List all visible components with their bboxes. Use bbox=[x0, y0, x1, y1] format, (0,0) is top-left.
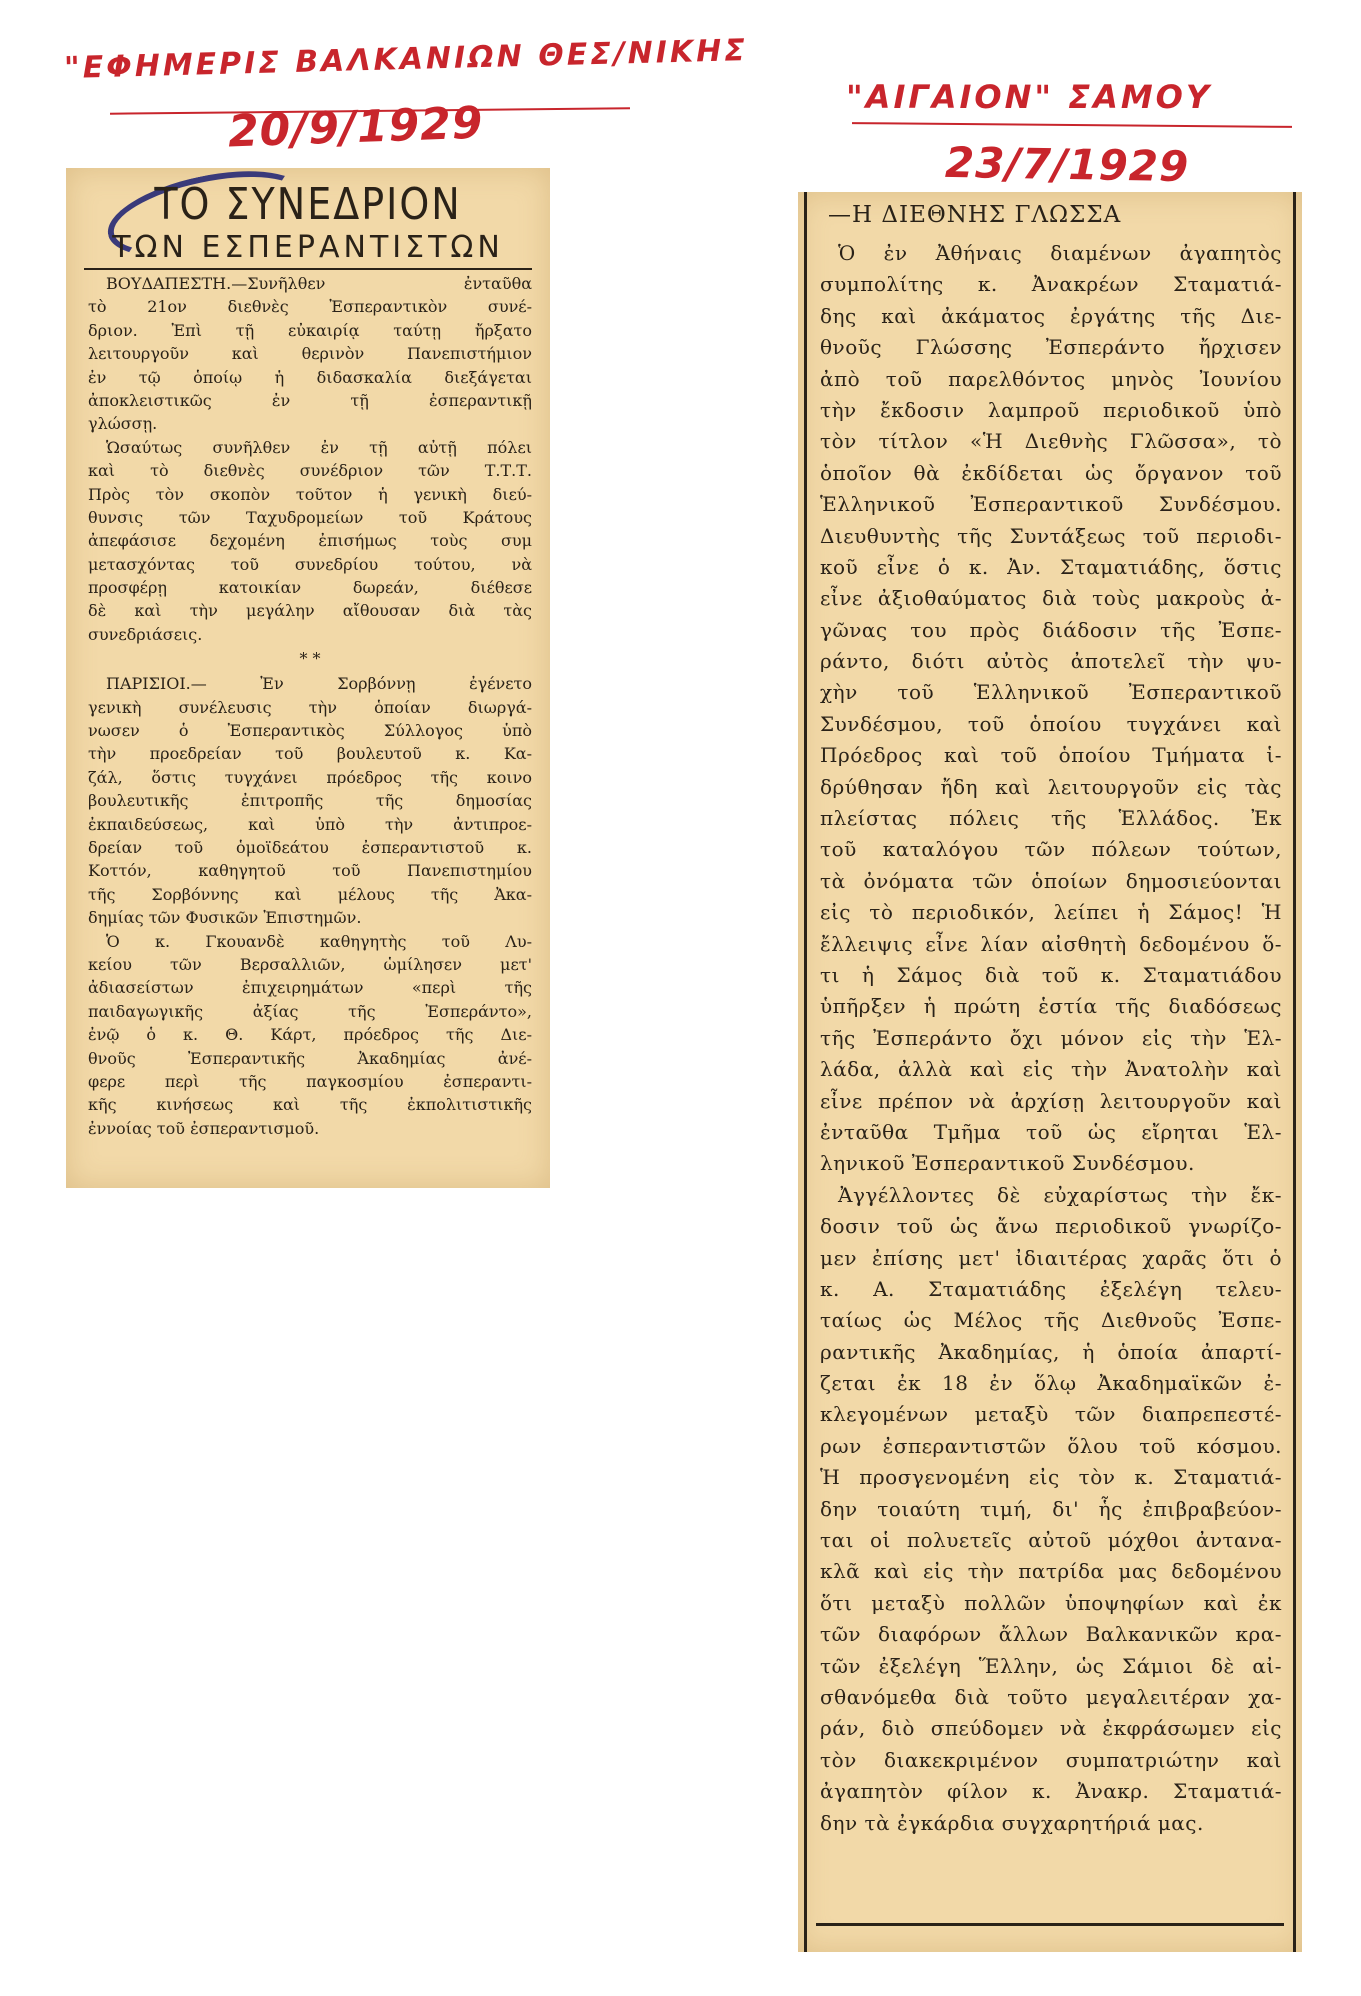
text-line: προσφέρῃ κατοικίαν δωρεάν, διέθεσε bbox=[88, 578, 532, 598]
left-newspaper-clipping bbox=[66, 168, 550, 1188]
text-line: τὴν ἔκδοσιν λαμπροῦ περιοδικοῦ ὑπὸ bbox=[820, 397, 1282, 422]
text-line: τὸν διακεκριμένον συμπατριώτην καὶ bbox=[820, 1747, 1282, 1772]
text-line: κῆς κινήσεως καὶ τῆς ἐκπολιτιστικῆς bbox=[88, 1095, 532, 1115]
text-line: χὴν τοῦ Ἑλληνικοῦ Ἐσπεραντικοῦ bbox=[820, 680, 1282, 705]
text-line: σθανόμεθα διὰ τοῦτο μεγαλειτέραν χα- bbox=[820, 1684, 1282, 1709]
text-line: Κοττόν, καθηγητοῦ τοῦ Πανεπιστημίου bbox=[88, 861, 532, 881]
text-line: Ἑλληνικοῦ Ἐσπεραντικοῦ Συνδέσμου. bbox=[820, 492, 1282, 517]
text-line: ὁποῖον θὰ ἐκδίδεται ὡς ὄργανον τοῦ bbox=[820, 460, 1282, 485]
text-line: συνεδριάσεις. bbox=[88, 624, 203, 644]
text-line: Ὁ ἐν Ἀθήναις διαμένων ἀγαπητὸς bbox=[838, 241, 1282, 265]
paragraph-announcement bbox=[820, 238, 1282, 1180]
text-line: ἐν τῷ ὁποίῳ ἡ διδασκαλία διεξάγεται bbox=[88, 367, 532, 387]
text-line: ληνικοῦ Ἐσπεραντικοῦ Συνδέσμου. bbox=[820, 1151, 1195, 1176]
text-line: λάδα, ἀλλὰ καὶ εἰς τὴν Ἀνατολὴν καὶ bbox=[820, 1057, 1282, 1082]
text-line: μετασχόντας τοῦ συνεδρίου τούτου, νὰ bbox=[88, 554, 532, 574]
text-line: ρων ἐσπεραντιστῶν ὅλου τοῦ κόσμου. bbox=[820, 1433, 1282, 1458]
text-line: εἰς τὸ περιοδικόν, λείπει ἡ Σάμος! Ἡ bbox=[820, 900, 1282, 925]
text-line: γῶνας του πρὸς διάδοσιν τῆς Ἐσπε- bbox=[820, 617, 1282, 642]
right-source-underline bbox=[852, 122, 1292, 128]
text-line: δοσιν τοῦ ὡς ἄνω περιοδικοῦ γνωρίζο- bbox=[820, 1214, 1282, 1239]
text-line: νωσεν ὁ Ἐσπεραντικὸς Σύλλογος ὑπὸ bbox=[88, 721, 532, 741]
text-line: ὑπῆρξεν ἡ πρώτη ἑστία τῆς διαδόσεως bbox=[820, 994, 1282, 1019]
text-line: τῶν ἐξελέγη Ἕλλην, ὡς Σάμιοι δὲ αἰ- bbox=[820, 1653, 1282, 1678]
text-line: Πρὸς τὸν σκοπὸν τοῦτον ἡ γενικὴ διεύ- bbox=[88, 484, 532, 504]
text-line: ἀδιασείστων ἐπιχειρημάτων «περὶ τῆς bbox=[88, 978, 532, 998]
text-line: ράν, διὸ σπεύδομεν νὰ ἐκφράσωμεν εἰς bbox=[820, 1716, 1282, 1741]
text-line: κλᾶ καὶ εἰς τὴν πατρίδα μας δεδομένου bbox=[820, 1559, 1282, 1584]
text-line: Συνδέσμου, τοῦ ὁποίου τυγχάνει καὶ bbox=[820, 711, 1282, 736]
text-line: τὴν προεδρείαν τοῦ βουλευτοῦ κ. Κα- bbox=[88, 744, 532, 764]
text-line: γενικὴ συνέλευσις τὴν ὁποίαν διωργά- bbox=[88, 697, 532, 717]
left-source-annotation: "ΕΦΗΜΕΡΙΣ ΒΑΛΚΑΝΙΩΝ ΘΕΣ/ΝΙΚΗΣ bbox=[63, 33, 749, 86]
text-line: δρύθησαν ἤδη καὶ λειτουργοῦν εἰς τὰς bbox=[820, 774, 1282, 799]
text-line: δριον. Ἐπὶ τῇ εὐκαιρίᾳ ταύτῃ ἤρξατο bbox=[88, 320, 532, 340]
text-line: ταίως ὡς Μέλος τῆς Διεθνοῦς Ἐσπε- bbox=[820, 1308, 1282, 1333]
paragraph-budapest bbox=[88, 272, 532, 436]
section-separator: * * bbox=[299, 649, 321, 669]
text-line: τοῦ καταλόγου τῶν πόλεων τούτων, bbox=[820, 837, 1282, 862]
text-line: καὶ τὸ διεθνὲς συνέδριον τῶν Τ.Τ.Τ. bbox=[88, 461, 532, 481]
text-line: ἀποκλειστικῶς ἐν τῇ ἐσπεραντικῇ bbox=[88, 390, 532, 410]
text-line: πλείστας πόλεις τῆς Ἑλλάδος. Ἐκ bbox=[820, 806, 1282, 831]
text-line: ἐνῷ ὁ κ. Θ. Κάρτ, πρόεδρος τῆς Διε- bbox=[88, 1025, 532, 1045]
text-line: θνοῦς Γλώσσης Ἐσπεράντο ἤρχισεν bbox=[820, 335, 1282, 360]
text-line: παιδαγωγικῆς ἀξίας τῆς Ἐσπεράντο», bbox=[88, 1001, 532, 1021]
title-rule bbox=[84, 268, 532, 270]
text-line: ζεται ἐκ 18 ἐν ὅλῳ Ἀκαδημαϊκῶν ἐ- bbox=[820, 1371, 1282, 1396]
left-article-subtitle: ΤΩΝ ΕΣΠΕΡΑΝΤΙΣΤΩΝ bbox=[112, 230, 504, 265]
text-line: Ἀγγέλλοντες δὲ εὐχαρίστως τὴν ἔκ- bbox=[838, 1182, 1282, 1207]
text-line: λειτουργοῦν καὶ θερινὸν Πανεπιστήμιον bbox=[88, 344, 532, 364]
text-line: δὲ καὶ τὴν μεγάλην αἴθουσαν διὰ τὰς bbox=[88, 601, 532, 621]
left-column-rule bbox=[804, 192, 807, 1952]
text-line: ΠΑΡΙΣΙΟΙ.— Ἐν Σορβόννῃ ἐγένετο bbox=[106, 674, 532, 694]
right-column-rule bbox=[1293, 192, 1296, 1952]
text-line: τὸ 21ον διεθνὲς Ἐσπεραντικὸν συνέ- bbox=[88, 297, 532, 317]
text-line: κείου τῶν Βερσαλλιῶν, ὡμίλησεν μετ' bbox=[88, 954, 532, 974]
right-source-annotation: "ΑΙΓΑΙΟΝ" ΣΑΜΟΥ bbox=[846, 78, 1213, 116]
text-line: Ὡσαύτως συνῆλθεν ἐν τῇ αὐτῇ πόλει bbox=[106, 437, 532, 457]
text-line: δην τοιαύτη τιμή, δι' ἧς ἐπιβραβεύον- bbox=[820, 1496, 1282, 1521]
text-line: τῶν διαφόρων ἄλλων Βαλκανικῶν κρα- bbox=[820, 1622, 1282, 1647]
right-article-heading: —Η ΔΙΕΘΝΗΣ ΓΛΩΣΣΑ bbox=[828, 202, 1122, 228]
text-line: Ὁ κ. Γκουανδὲ καθηγητὴς τοῦ Λυ- bbox=[106, 931, 532, 951]
left-date-annotation: 20/9/1929 bbox=[227, 97, 485, 158]
text-line: ἀπὸ τοῦ παρελθόντος μηνὸς Ἰουνίου bbox=[820, 366, 1282, 391]
text-line: Ἡ προσγενομένη εἰς τὸν κ. Σταματιά- bbox=[820, 1465, 1282, 1490]
text-line: ἀπεφάσισε δεχομένη ἐπισήμως τοὺς συμ bbox=[88, 531, 532, 551]
paragraph-academy-election bbox=[820, 1180, 1282, 1839]
right-date-annotation: 23/7/1929 bbox=[944, 137, 1190, 192]
text-line: Διευθυντὴς τῆς Συντάξεως τοῦ περιοδι- bbox=[820, 523, 1282, 548]
text-line: ὅτι μεταξὺ πολλῶν ὑποψηφίων καὶ ἐκ bbox=[820, 1590, 1282, 1615]
text-line: δης καὶ ἀκάματος ἐργάτης τῆς Διε- bbox=[820, 303, 1282, 328]
text-line: θυνσις τῶν Ταχυδρομείων τοῦ Κράτους bbox=[88, 507, 532, 527]
text-line: ἐκπαιδεύσεως, καὶ ὑπὸ τὴν ἀντιπροε- bbox=[88, 814, 532, 834]
text-line: ραντικῆς Ἀκαδημίας, ἡ ὁποία ἀπαρτί- bbox=[820, 1339, 1282, 1364]
text-line: τι ἡ Σάμος διὰ τοῦ κ. Σταματιάδου bbox=[820, 962, 1282, 987]
text-line: εἶνε ἀξιοθαύματος διὰ τοὺς μακροὺς ἀ- bbox=[820, 586, 1282, 611]
text-line: φερε περὶ τῆς παγκοσμίου ἐσπεραντι- bbox=[88, 1071, 532, 1091]
paragraph-paris bbox=[88, 672, 532, 929]
text-line: ΒΟΥΔΑΠΕΣΤΗ.—Συνῆλθεν ἐνταῦθα bbox=[106, 274, 532, 293]
right-newspaper-clipping bbox=[798, 192, 1302, 1952]
text-line: γλώσσῃ. bbox=[88, 414, 158, 434]
text-line: τῆς Ἐσπεράντο ὄχι μόνον εἰς τὴν Ἑλ- bbox=[820, 1025, 1282, 1050]
text-line: τὰ ὀνόματα τῶν ὁποίων δημοσιεύονται bbox=[820, 868, 1282, 893]
text-line: ται οἱ πολυετεῖς αὐτοῦ μόχθοι ἀντανα- bbox=[820, 1528, 1282, 1553]
right-article-body bbox=[820, 238, 1282, 1839]
paragraph-ttt-congress bbox=[88, 436, 532, 647]
paragraph-gouande bbox=[88, 930, 532, 1141]
text-line: δην τὰ ἐγκάρδια συγχαρητήριά μας. bbox=[820, 1810, 1204, 1835]
text-line: κ. Α. Σταματιάδης ἐξελέγη τελευ- bbox=[820, 1276, 1282, 1301]
text-line: τῆς Σορβόννης καὶ μέλους τῆς Ἀκα- bbox=[88, 884, 532, 904]
text-line: τὸν τίτλον «Ἡ Διεθνὴς Γλῶσσα», τὸ bbox=[820, 429, 1282, 454]
text-line: θνοῦς Ἐσπεραντικῆς Ἀκαδημίας ἀνέ- bbox=[88, 1048, 532, 1068]
text-line: κλεγομένων μεταξὺ τῶν διαπρεπεστέ- bbox=[820, 1402, 1282, 1427]
article-end-rule bbox=[816, 1923, 1284, 1926]
text-line: κοῦ εἶνε ὁ κ. Ἀν. Σταματιάδης, ὅστις bbox=[820, 554, 1282, 579]
text-line: Πρόεδρος καὶ τοῦ ὁποίου Τμήματα ἱ- bbox=[820, 743, 1282, 768]
left-article-body bbox=[88, 272, 532, 1140]
text-line: ἀγαπητὸν φίλον κ. Ἀνακρ. Σταματιά- bbox=[820, 1779, 1282, 1804]
text-line: μεν ἐπίσης μετ' ἰδιαιτέρας χαρᾶς ὅτι ὁ bbox=[820, 1245, 1282, 1270]
text-line: ἐννοίας τοῦ ἐσπεραντισμοῦ. bbox=[88, 1118, 320, 1138]
text-line: ἔλλειψις εἶνε λίαν αἰσθητὴ δεδομένου ὅ- bbox=[820, 931, 1282, 956]
text-line: ἐνταῦθα Τμῆμα τοῦ ὡς εἴρηται Ἑλ- bbox=[820, 1119, 1282, 1144]
text-line: ζάλ, ὅστις τυγχάνει πρόεδρος τῆς κοινο bbox=[88, 767, 532, 787]
left-article-title: ΤΟ ΣΥΝΕΔΡΙΟΝ bbox=[154, 178, 462, 230]
text-line: συμπολίτης κ. Ἀνακρέων Σταματιά- bbox=[820, 272, 1282, 297]
text-line: βουλευτικῆς ἐπιτροπῆς τῆς δημοσίας bbox=[88, 791, 532, 811]
text-line: ράντο, διότι αὐτὸς ἀποτελεῖ τὴν ψυ- bbox=[820, 649, 1282, 674]
text-line: δημίας τῶν Φυσικῶν Ἐπιστημῶν. bbox=[88, 908, 362, 928]
text-line: εἶνε πρέπον νὰ ἀρχίσῃ λειτουργοῦν καὶ bbox=[820, 1088, 1282, 1113]
text-line: δρείαν τοῦ ὁμοϊδεάτου ἐσπεραντιστοῦ κ. bbox=[88, 837, 532, 857]
